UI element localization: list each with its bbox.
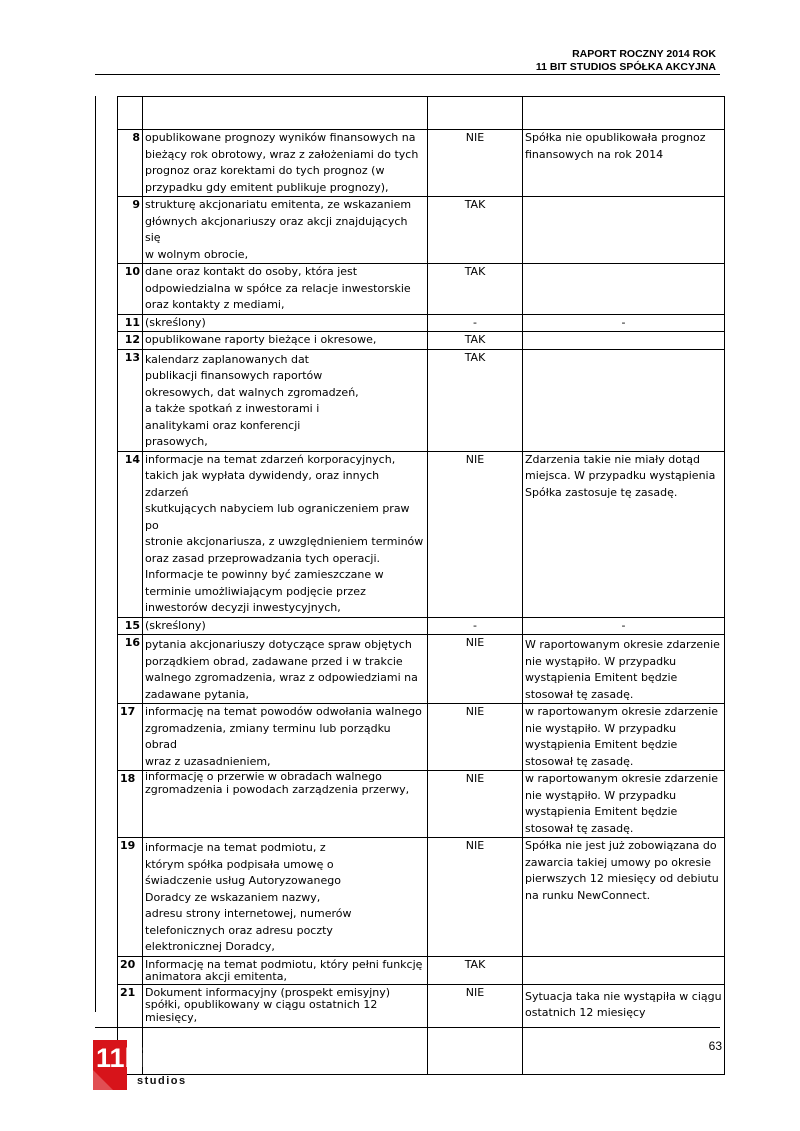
row-answer: TAK (428, 956, 523, 984)
company-name: 11 BIT STUDIOS SPÓŁKA AKCYJNA (535, 61, 716, 73)
row-answer: TAK (428, 332, 523, 350)
row-number: 15 (118, 617, 143, 635)
table-row (118, 349, 725, 451)
row-comment (523, 197, 725, 264)
table-row (118, 771, 725, 838)
table-row (118, 314, 725, 332)
row-number: 20 (118, 956, 143, 984)
row-number: 14 (118, 451, 143, 617)
row-answer: NIE (428, 704, 523, 771)
logo-number: 11bit (96, 1043, 158, 1073)
row-comment: w raportowanym okresie zdarzenie nie wystąpiło. W przypadku wystąpienia Emitent będzie stosował tę zasadę. (523, 704, 725, 771)
row-description: informacje na temat podmiotu, z którym spółka podpisała umowę o świadczenie usług Autoryzowanego Doradcy ze wskazaniem nazwy, adresu strony internetowej, numerów telefonicznych oraz adresu poczty elektronicznej Doradcy, (143, 838, 428, 957)
row-comment (523, 264, 725, 315)
table-row (118, 956, 725, 984)
table-row (118, 130, 725, 197)
corporate-governance-table (117, 96, 725, 1075)
table-row (118, 704, 725, 771)
row-answer: NIE (428, 984, 523, 1074)
row-comment: w raportowanym okresie zdarzenie nie wystąpiło. W przypadku wystąpienia Emitent będzie stosował tę zasadę. (523, 771, 725, 838)
row-description: Dokument informacyjny (prospekt emisyjny) spółki, opublikowany w ciągu ostatnich 12 miesięcy, (143, 984, 428, 1074)
row-number: 11 (118, 314, 143, 332)
row-comment: - (523, 617, 725, 635)
row-comment (523, 349, 725, 451)
page-number: 63 (708, 1039, 722, 1053)
row-answer: TAK (428, 197, 523, 264)
row-comment: Sytuacja taka nie wystąpiła w ciągu ostatnich 12 miesięcy (523, 984, 725, 1074)
table-row (118, 264, 725, 315)
table-row (118, 635, 725, 704)
row-number: 12 (118, 332, 143, 350)
table-row (118, 332, 725, 350)
margin-line-upper (95, 96, 96, 649)
row-answer: NIE (428, 771, 523, 838)
row-number: 18 (118, 771, 143, 838)
row-answer: TAK (428, 349, 523, 451)
row-comment (523, 332, 725, 350)
row-description: informację na temat powodów odwołania walnego zgromadzenia, zmiany terminu lub porządku obrad wraz z uzasadnieniem, (143, 704, 428, 771)
table-row (118, 197, 725, 264)
logo-subtitle: studios (137, 1075, 187, 1087)
row-answer: NIE (428, 635, 523, 704)
row-number: 19 (118, 838, 143, 957)
row-description: (skreślony) (143, 617, 428, 635)
row-answer: NIE (428, 130, 523, 197)
row-comment: Spółka nie opublikowała prognoz finansowych na rok 2014 (523, 130, 725, 197)
table-row-spacer (118, 97, 725, 130)
row-answer: - (428, 617, 523, 635)
table-row (118, 617, 725, 635)
table-row (118, 838, 725, 957)
row-number: 13 (118, 349, 143, 451)
row-comment (523, 956, 725, 984)
row-description: opublikowane raporty bieżące i okresowe, (143, 332, 428, 350)
row-comment: W raportowanym okresie zdarzenie nie wystąpiło. W przypadku wystąpienia Emitent będzie stosował tę zasadę. (523, 635, 725, 704)
row-description: (skreślony) (143, 314, 428, 332)
row-answer: NIE (428, 451, 523, 617)
row-answer: - (428, 314, 523, 332)
row-comment: - (523, 314, 725, 332)
header-divider (95, 74, 720, 75)
margin-line-lower (95, 649, 96, 1012)
row-description: dane oraz kontakt do osoby, która jest odpowiedzialna w spółce za relacje inwestorskie oraz kontakty z mediami, (143, 264, 428, 315)
row-description: informacje na temat zdarzeń korporacyjnych, takich jak wypłata dywidendy, oraz innych zdarzeń skutkujących nabyciem lub ograniczeniem praw po stronie akcjonariusza, z uwzględnieniem terminów oraz zasad przeprowadzania tych operacji. Informacje te powinny być zamieszczane w terminie umożliwiającym podjęcie przez inwestorów decyzji inwestycyjnych, (143, 451, 428, 617)
row-description: Informację na temat podmiotu, który pełni funkcję animatora akcji emitenta, (143, 956, 428, 984)
row-comment: Zdarzenia takie nie miały dotąd miejsca. W przypadku wystąpienia Spółka zastosuje tę zasadę. (523, 451, 725, 617)
row-number: 8 (118, 130, 143, 197)
row-description: kalendarz zaplanowanych dat publikacji finansowych raportów okresowych, dat walnych zgromadzeń, a także spotkań z inwestorami i analitykami oraz konferencji prasowych, (143, 349, 428, 451)
row-description: pytania akcjonariuszy dotyczące spraw objętych porządkiem obrad, zadawane przed i w trakcie walnego zgromadzenia, wraz z odpowiedziami na zadawane pytania, (143, 635, 428, 704)
logo-graphic (93, 1040, 211, 1090)
row-number: 21 (118, 984, 143, 1074)
row-description: informację o przerwie w obradach walnego zgromadzenia i powodach zarządzenia przerwy, (143, 771, 428, 838)
report-title: RAPORT ROCZNY 2014 ROK (572, 48, 716, 60)
row-number: 10 (118, 264, 143, 315)
footer-divider (95, 1027, 720, 1028)
row-comment: Spółka nie jest już zobowiązana do zawarcia takiej umowy po okresie pierwszych 12 miesięcy od debiutu na runku NewConnect. (523, 838, 725, 957)
table-row (118, 451, 725, 617)
row-description: strukturę akcjonariatu emitenta, ze wskazaniem głównych akcjonariuszy oraz akcji znajdujących się w wolnym obrocie, (143, 197, 428, 264)
row-number: 9 (118, 197, 143, 264)
row-number: 17 (118, 704, 143, 771)
row-number: 16 (118, 635, 143, 704)
row-answer: TAK (428, 264, 523, 315)
row-description: opublikowane prognozy wyników finansowych na bieżący rok obrotowy, wraz z założeniami do tych prognoz oraz korektami do tych prognoz (w przypadku gdy emitent publikuje prognozy), (143, 130, 428, 197)
page-header (536, 48, 716, 74)
company-logo (93, 1040, 211, 1090)
row-answer: NIE (428, 838, 523, 957)
